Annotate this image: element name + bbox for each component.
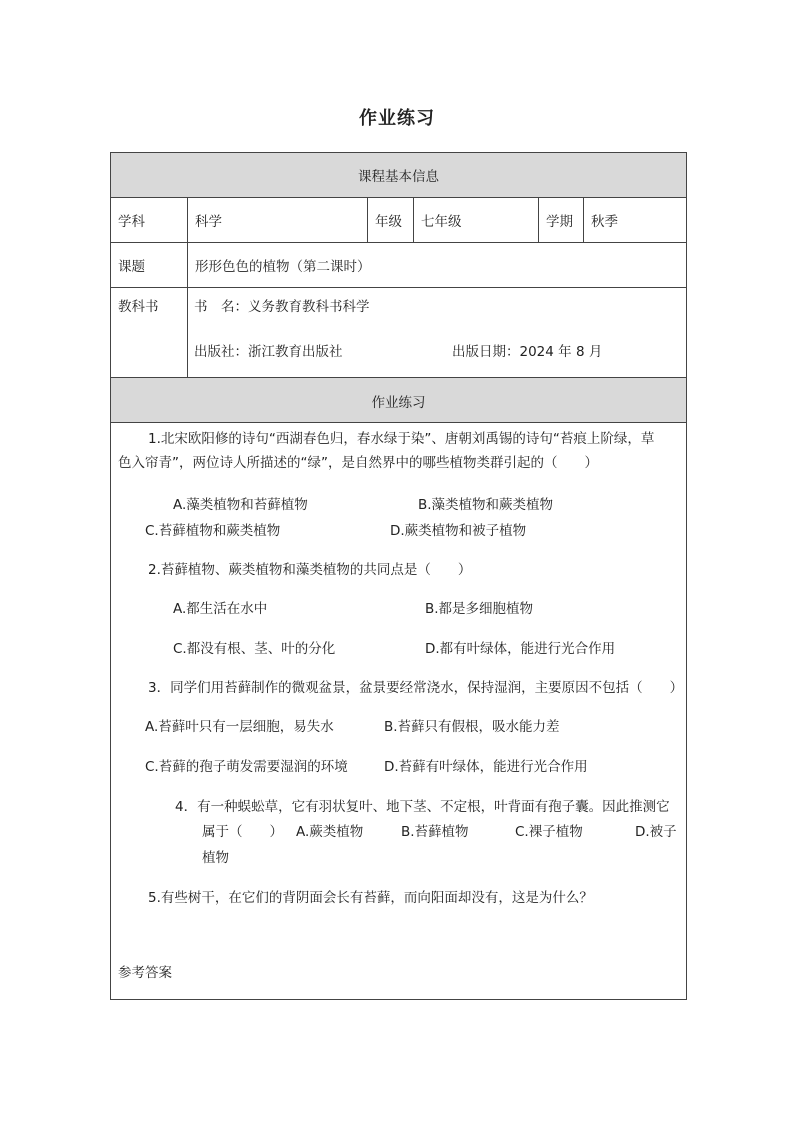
q2-option-d: D.都有叶绿体，能进行光合作用 [425, 641, 616, 657]
homework-table [110, 152, 687, 1000]
q3-option-c: C.苔藓的孢子萌发需要湿润的环境 [145, 759, 348, 775]
q2-option-b: B.都是多细胞植物 [425, 601, 534, 617]
term-value: 秋季 [591, 214, 618, 230]
q1-stem-line2: 色入帘青”，两位诗人所描述的“绿”，是自然界中的哪些植物类群引起的（ ） [118, 455, 598, 471]
page-title: 作业练习 [359, 108, 435, 129]
q4-option-d: D.被子 [635, 824, 677, 840]
publisher: 出版社：浙江教育出版社 [194, 344, 343, 360]
topic-value: 形形色色的植物（第二课时） [195, 259, 371, 275]
q3-option-d: D.苔藓有叶绿体，能进行光合作用 [384, 759, 588, 775]
q1-option-d: D.蕨类植物和被子植物 [390, 523, 527, 539]
subject-value: 科学 [195, 214, 222, 230]
q4-option-d-cont: 植物 [202, 850, 229, 866]
publish-date: 出版日期：2024 年 8 月 [452, 344, 603, 360]
q3-option-b: B.苔藓只有假根，吸水能力差 [384, 719, 560, 735]
rule [111, 287, 686, 288]
q3-stem: 3．同学们用苔藓制作的微观盆景，盆景要经常浇水，保持湿润，主要原因不包括（ ） [148, 680, 684, 696]
q1-option-b: B.藻类植物和蕨类植物 [418, 497, 554, 513]
q5-stem: 5.有些树干，在它们的背阴面会长有苔藓，而向阳面却没有，这是为什么？ [148, 890, 593, 906]
term-label: 学期 [546, 214, 573, 230]
q4-stem-prefix: 属于（ ） [202, 824, 283, 840]
book-name: 书 名：义务教育教科书科学 [194, 299, 370, 315]
q2-stem: 2.苔藓植物、蕨类植物和藻类植物的共同点是（ ） [148, 562, 472, 578]
textbook-label: 教科书 [118, 299, 159, 315]
rule [111, 422, 686, 423]
course-info-header: 课程基本信息 [111, 153, 686, 197]
q4-option-c: C.裸子植物 [515, 824, 583, 840]
grade-label: 年级 [375, 214, 402, 230]
q2-option-a: A.都生活在水中 [173, 601, 268, 617]
grade-value: 七年级 [421, 214, 462, 230]
subject-label: 学科 [118, 214, 145, 230]
q4-option-b: B.苔藓植物 [401, 824, 469, 840]
topic-label: 课题 [118, 259, 145, 275]
answer-label: 参考答案 [118, 965, 172, 981]
q4-option-a: A.蕨类植物 [296, 824, 364, 840]
exercise-header: 作业练习 [111, 378, 686, 423]
q1-option-a: A.藻类植物和苔藓植物 [173, 497, 308, 513]
q1-stem-line1: 1.北宋欧阳修的诗句“西湖春色归，春水绿于染”、唐朝刘禹锡的诗句“苔痕上阶绿，草 [148, 431, 655, 447]
q2-option-c: C.都没有根、茎、叶的分化 [173, 641, 336, 657]
q4-stem-line1: 4．有一种蜈蚣草，它有羽状复叶、地下茎、不定根，叶背面有孢子囊。因此推测它 [175, 799, 670, 815]
q3-option-a: A.苔藓叶只有一层细胞，易失水 [145, 719, 334, 735]
rule [111, 377, 686, 378]
q1-option-c: C.苔藓植物和蕨类植物 [145, 523, 281, 539]
